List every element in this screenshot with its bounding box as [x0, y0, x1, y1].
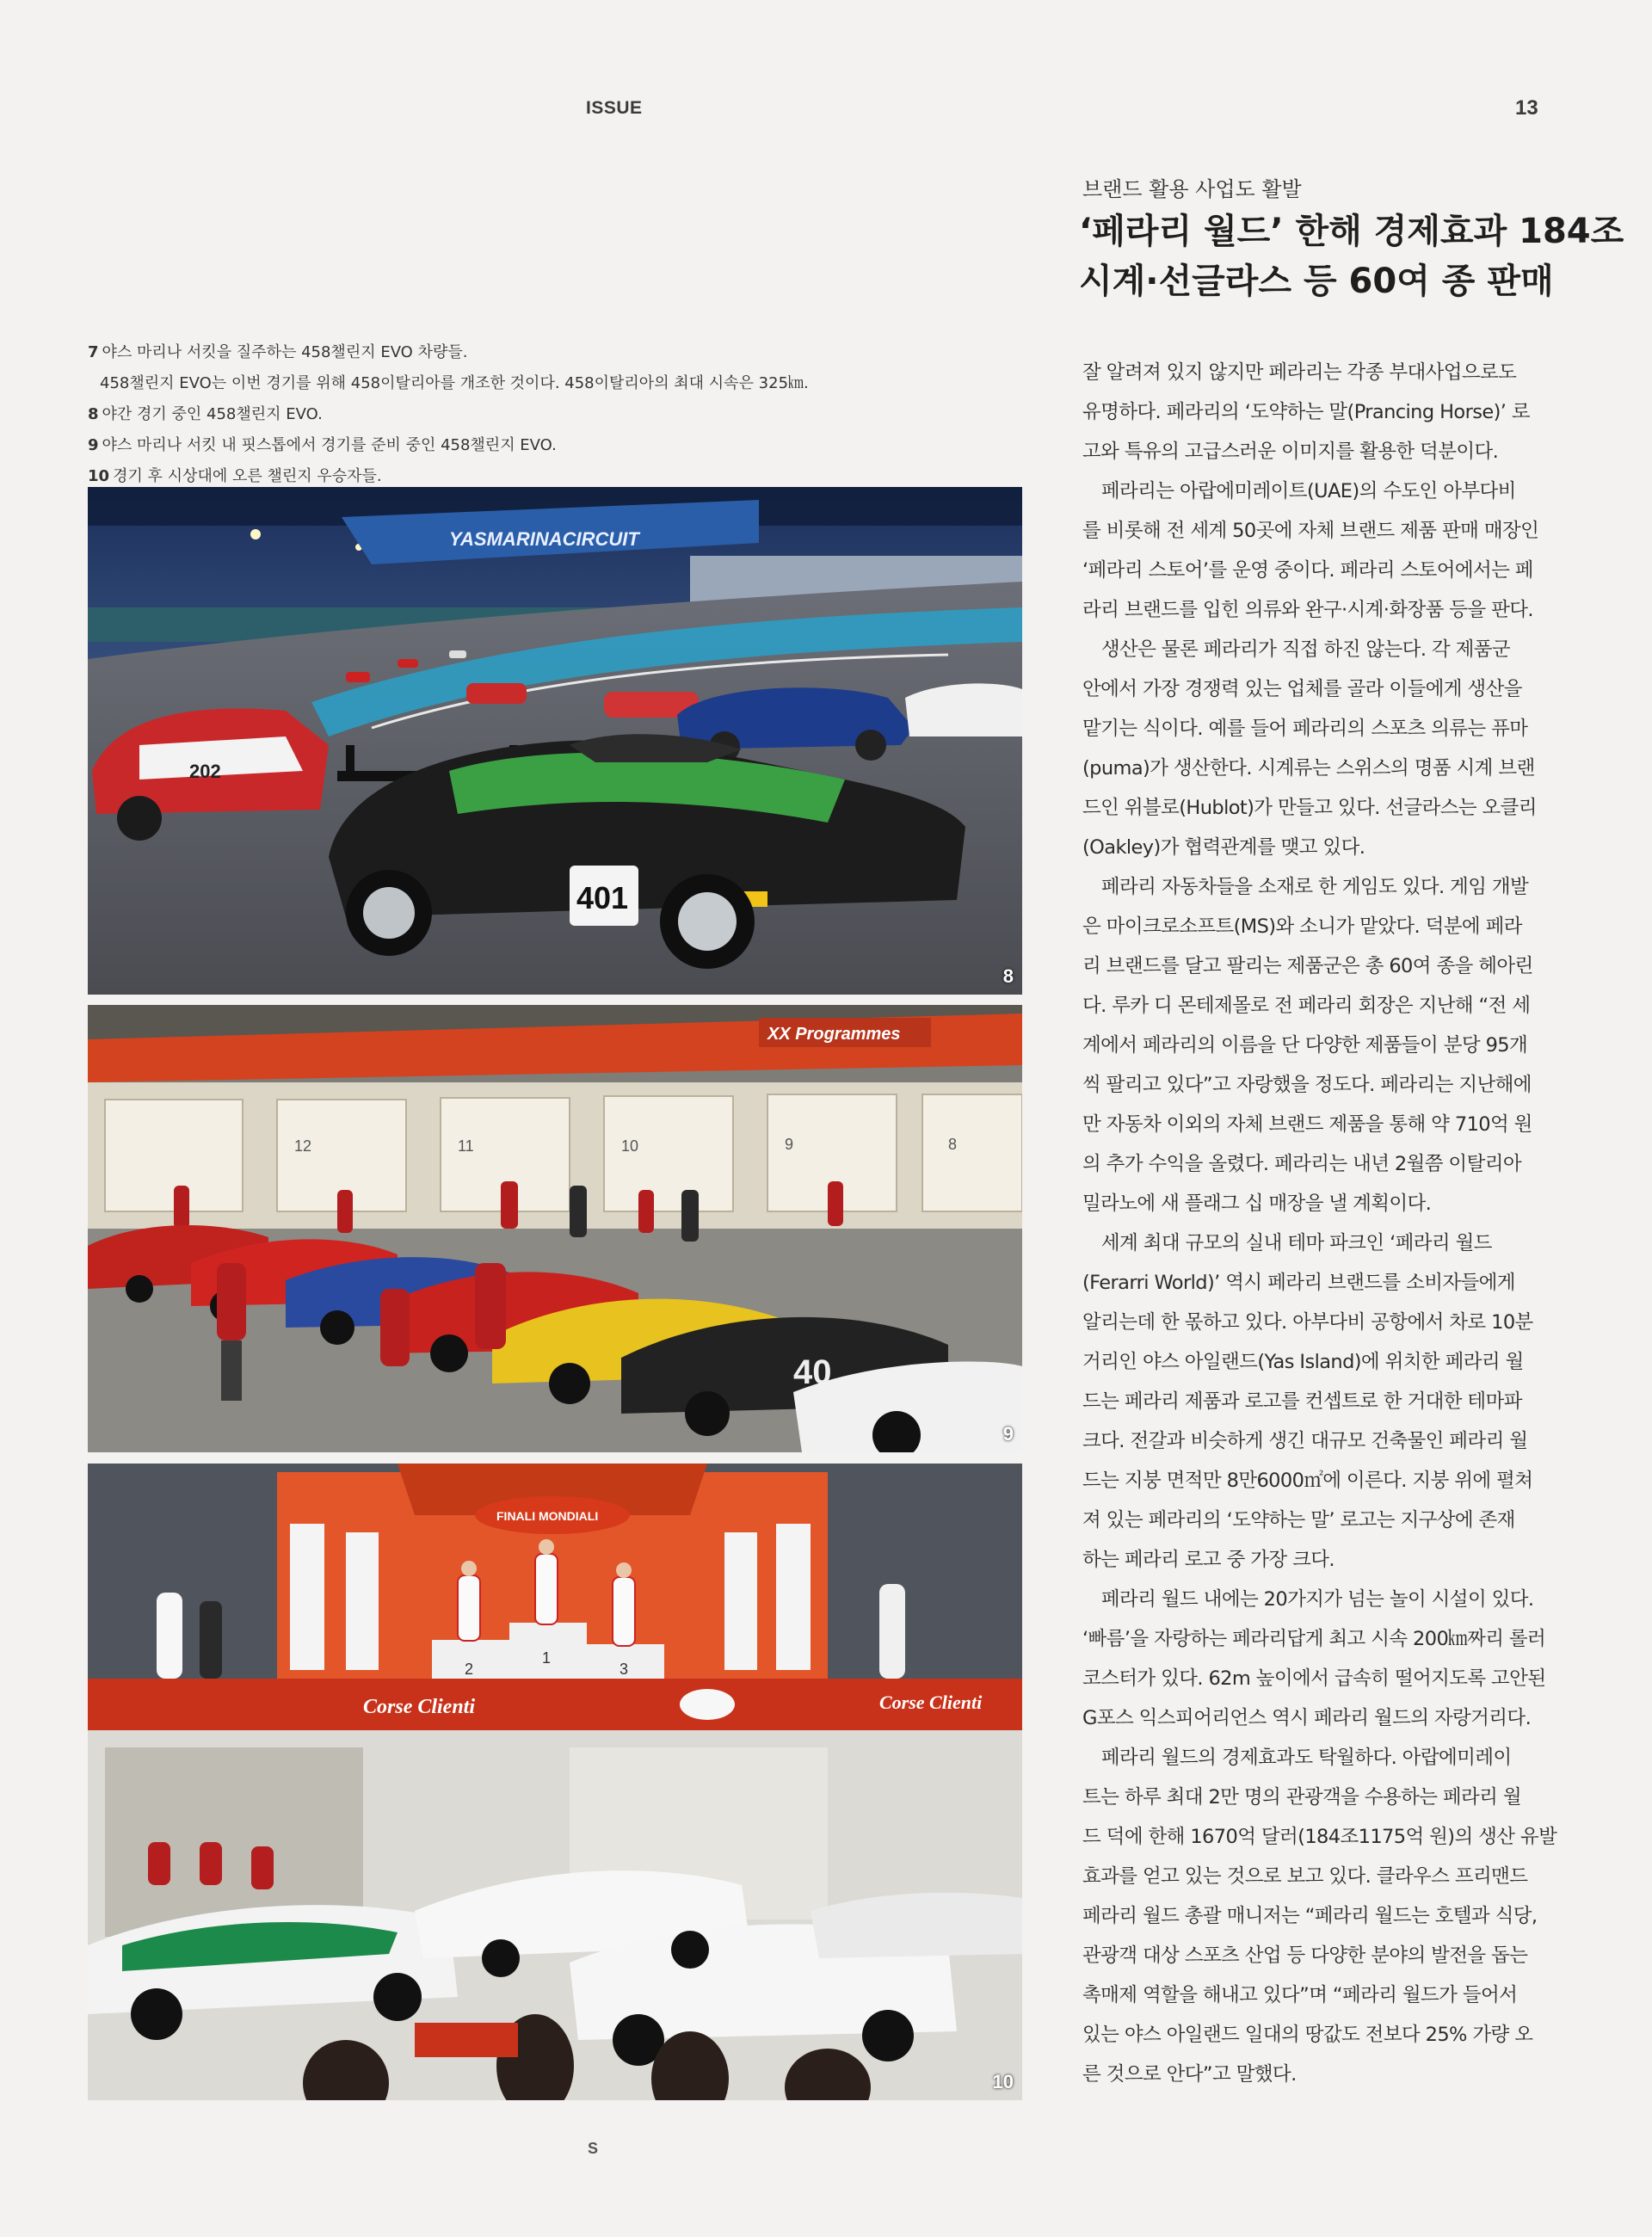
photo-podium — [88, 1464, 1022, 2100]
bay-number: 9 — [785, 1136, 794, 1153]
article-line: G포스 익스피어리언스 역시 페라리 월드의 자랑거리다. — [1082, 1707, 1532, 1729]
page-number: 13 — [1515, 96, 1538, 120]
article-line: 씩 팔리고 있다”고 자랑했을 정도다. 페라리는 지난해에 — [1082, 1074, 1532, 1096]
article-line: 안에서 가장 경쟁력 있는 업체를 골라 이들에게 생산을 — [1082, 678, 1522, 700]
event-banner: FINALI MONDIALI — [496, 1509, 599, 1523]
article-line: 있는 야스 아일랜드 일대의 땅값도 전보다 25% 가량 오 — [1082, 2024, 1533, 2046]
corse-clienti-right: Corse Clienti — [879, 1692, 983, 1713]
podium-place-2: 2 — [465, 1661, 474, 1678]
photo-number-8: 8 — [1002, 965, 1014, 987]
xx-programmes-sign: XX Programmes — [767, 1025, 901, 1044]
article-line: 리 브랜드를 달고 팔리는 제품군은 총 60여 종을 헤아린 — [1082, 955, 1533, 977]
caption-text: 경기 후 시상대에 오른 챌린지 우승자들. — [113, 467, 382, 485]
article-line: 밀라노에 새 플래그 십 매장을 낼 계획이다. — [1082, 1192, 1432, 1215]
article-line: 맡기는 식이다. 예를 들어 페라리의 스포츠 의류는 퓨마 — [1082, 718, 1528, 740]
caption-7 — [88, 337, 888, 368]
caption-number: 10 — [88, 467, 110, 485]
podium-place-3: 3 — [620, 1661, 629, 1678]
article-line: (Ferarri World)’ 역시 페라리 브랜드를 소비자들에게 — [1082, 1272, 1515, 1294]
article-line: 하는 페라리 로고 중 가장 크다. — [1082, 1549, 1335, 1571]
caption-text: 야간 경기 중인 458챌린지 EVO. — [102, 405, 323, 423]
caption-8 — [88, 399, 888, 430]
car-number-202: 202 — [189, 761, 221, 782]
article-line: (Oakley)가 협력관계를 맺고 있다. — [1082, 836, 1365, 859]
article-line: 생산은 물론 페라리가 직접 하진 않는다. 각 제품군 — [1082, 638, 1511, 661]
article-line: 트는 하루 최대 2만 명의 관광객을 수용하는 페라리 월 — [1082, 1786, 1521, 1809]
article-line: 코스터가 있다. 62m 높이에서 급속히 떨어지도록 고안된 — [1082, 1667, 1546, 1690]
article-line: 드 덕에 한해 1670억 달러(184조1175억 원)의 생산 유발 — [1082, 1826, 1557, 1848]
car-number-40: 40 — [793, 1353, 832, 1391]
article-line: 페라리 월드 내에는 20가지가 넘는 놀이 시설이 있다. — [1082, 1588, 1534, 1611]
article-line: 거리인 야스 아일랜드(Yas Island)에 위치한 페라리 월 — [1082, 1351, 1524, 1373]
podium-place-1: 1 — [542, 1649, 552, 1667]
caption-number: 9 — [88, 436, 99, 454]
article-line: 만 자동차 이외의 자체 브랜드 제품을 통해 약 710억 원 — [1082, 1113, 1532, 1136]
caption-text: 야스 마리나 서킷을 질주하는 458챌린지 EVO 차량들. — [102, 343, 468, 361]
podium-illustration — [88, 1464, 1022, 2100]
article-line: 촉매제 역할을 해내고 있다”며 “페라리 월드가 들어서 — [1082, 1984, 1518, 2006]
bay-number: 8 — [948, 1136, 958, 1153]
article-line: 잘 알려져 있지 않지만 페라리는 각종 부대사업으로도 — [1082, 361, 1517, 384]
article-headline — [1079, 206, 1624, 306]
article-line: 관광객 대상 스포츠 산업 등 다양한 분야의 발전을 돕는 — [1082, 1944, 1528, 1967]
article-line: 유명하다. 페라리의 ‘도약하는 말(Prancing Horse)’ 로 — [1082, 401, 1530, 423]
article-line: 른 것으로 안다”고 말했다. — [1082, 2063, 1297, 2086]
article-line: 고와 특유의 고급스러운 이미지를 활용한 덕분이다. — [1082, 441, 1499, 463]
article-line: 의 추가 수익을 올렸다. 페라리는 내년 2월쯤 이탈리아 — [1082, 1153, 1521, 1175]
article-line: 를 비롯해 전 세계 50곳에 자체 브랜드 제품 판매 매장인 — [1082, 520, 1539, 542]
bay-number: 12 — [294, 1137, 312, 1155]
article-line: 페라리 월드 총괄 매니저는 “페라리 월드는 호텔과 식당, — [1082, 1905, 1538, 1927]
caption-text: 야스 마리나 서킷 내 핏스톱에서 경기를 준비 중인 458챌린지 EVO. — [102, 436, 557, 454]
article-line: 페라리 자동차들을 소재로 한 게임도 있다. 게임 개발 — [1082, 876, 1529, 898]
article-line: 라리 브랜드를 입힌 의류와 완구·시계·화장품 등을 판다. — [1082, 599, 1533, 621]
photo-number-10: 10 — [992, 2071, 1014, 2092]
caption-number: 7 — [88, 343, 99, 361]
photo-pit-garage — [88, 1005, 1022, 1452]
circuit-banner-text: YASMARINACIRCUIT — [449, 528, 639, 550]
article-line: ‘빠름’을 자랑하는 페라리답게 최고 시속 200㎞짜리 롤러 — [1082, 1628, 1546, 1650]
section-label: ISSUE — [586, 98, 643, 118]
bay-number: 10 — [621, 1137, 639, 1155]
article-line: 드는 지붕 면적만 8만6000㎡에 이른다. 지붕 위에 펼쳐 — [1082, 1470, 1533, 1492]
article-line: 페라리는 아랍에미레이트(UAE)의 수도인 아부다비 — [1082, 480, 1516, 502]
bay-number: 11 — [458, 1137, 474, 1155]
article-line: ‘페라리 스토어’를 운영 중이다. 페라리 스토어에서는 페 — [1082, 559, 1533, 582]
article-line: 드는 페라리 제품과 로고를 컨셉트로 한 거대한 테마파 — [1082, 1390, 1522, 1413]
article-line: 계에서 페라리의 이름을 단 다양한 제품들이 분당 95개 — [1082, 1034, 1528, 1057]
article-kicker: 브랜드 활용 사업도 활발 — [1082, 177, 1302, 201]
photo-number-9: 9 — [1002, 1423, 1014, 1445]
article-line: 알리는데 한 몫하고 있다. 아부다비 공항에서 차로 10분 — [1082, 1311, 1533, 1334]
article-body — [1082, 353, 1557, 2094]
caption-9 — [88, 430, 888, 461]
footer-mark: S — [588, 2140, 599, 2157]
caption-number: 8 — [88, 405, 99, 423]
article-line: 크다. 전갈과 비슷하게 생긴 대규모 건축물인 페라리 월 — [1082, 1430, 1528, 1452]
car-number-401: 401 — [576, 880, 629, 915]
article-line: 다. 루카 디 몬테제몰로 전 페라리 회장은 지난해 “전 세 — [1082, 995, 1531, 1017]
headline-line: ‘페라리 월드’ 한해 경제효과 184조 — [1079, 212, 1624, 251]
photo-captions — [88, 337, 888, 492]
article-line: 효과를 얻고 있는 것으로 보고 있다. 클라우스 프리맨드 — [1082, 1865, 1528, 1888]
night-race-illustration — [88, 487, 1022, 995]
pit-garage-illustration — [88, 1005, 1022, 1452]
photo-night-race — [88, 487, 1022, 995]
article-line: 져 있는 페라리의 ‘도약하는 말’ 로고는 지구상에 존재 — [1082, 1509, 1515, 1531]
caption-text: 458챌린지 EVO는 이번 경기를 위해 458이탈리아를 개조한 것이다. 458이탈리아의 최대 시속은 325㎞. — [100, 374, 809, 392]
article-line: 페라리 월드의 경제효과도 탁월하다. 아랍에미레이 — [1082, 1747, 1512, 1769]
article-line: (puma)가 생산한다. 시계류는 스위스의 명품 시계 브랜 — [1082, 757, 1535, 780]
article-line: 세계 최대 규모의 실내 테마 파크인 ‘페라리 월드 — [1082, 1232, 1492, 1254]
article-line: 은 마이크로소프트(MS)와 소니가 맡았다. 덕분에 페라 — [1082, 915, 1522, 938]
headline-line: 시계·선글라스 등 60여 종 판매 — [1079, 262, 1554, 301]
caption-7-continued — [88, 368, 888, 399]
corse-clienti-left: Corse Clienti — [363, 1696, 476, 1718]
article-line: 드인 위블로(Hublot)가 만들고 있다. 선글라스는 오클리 — [1082, 797, 1537, 819]
